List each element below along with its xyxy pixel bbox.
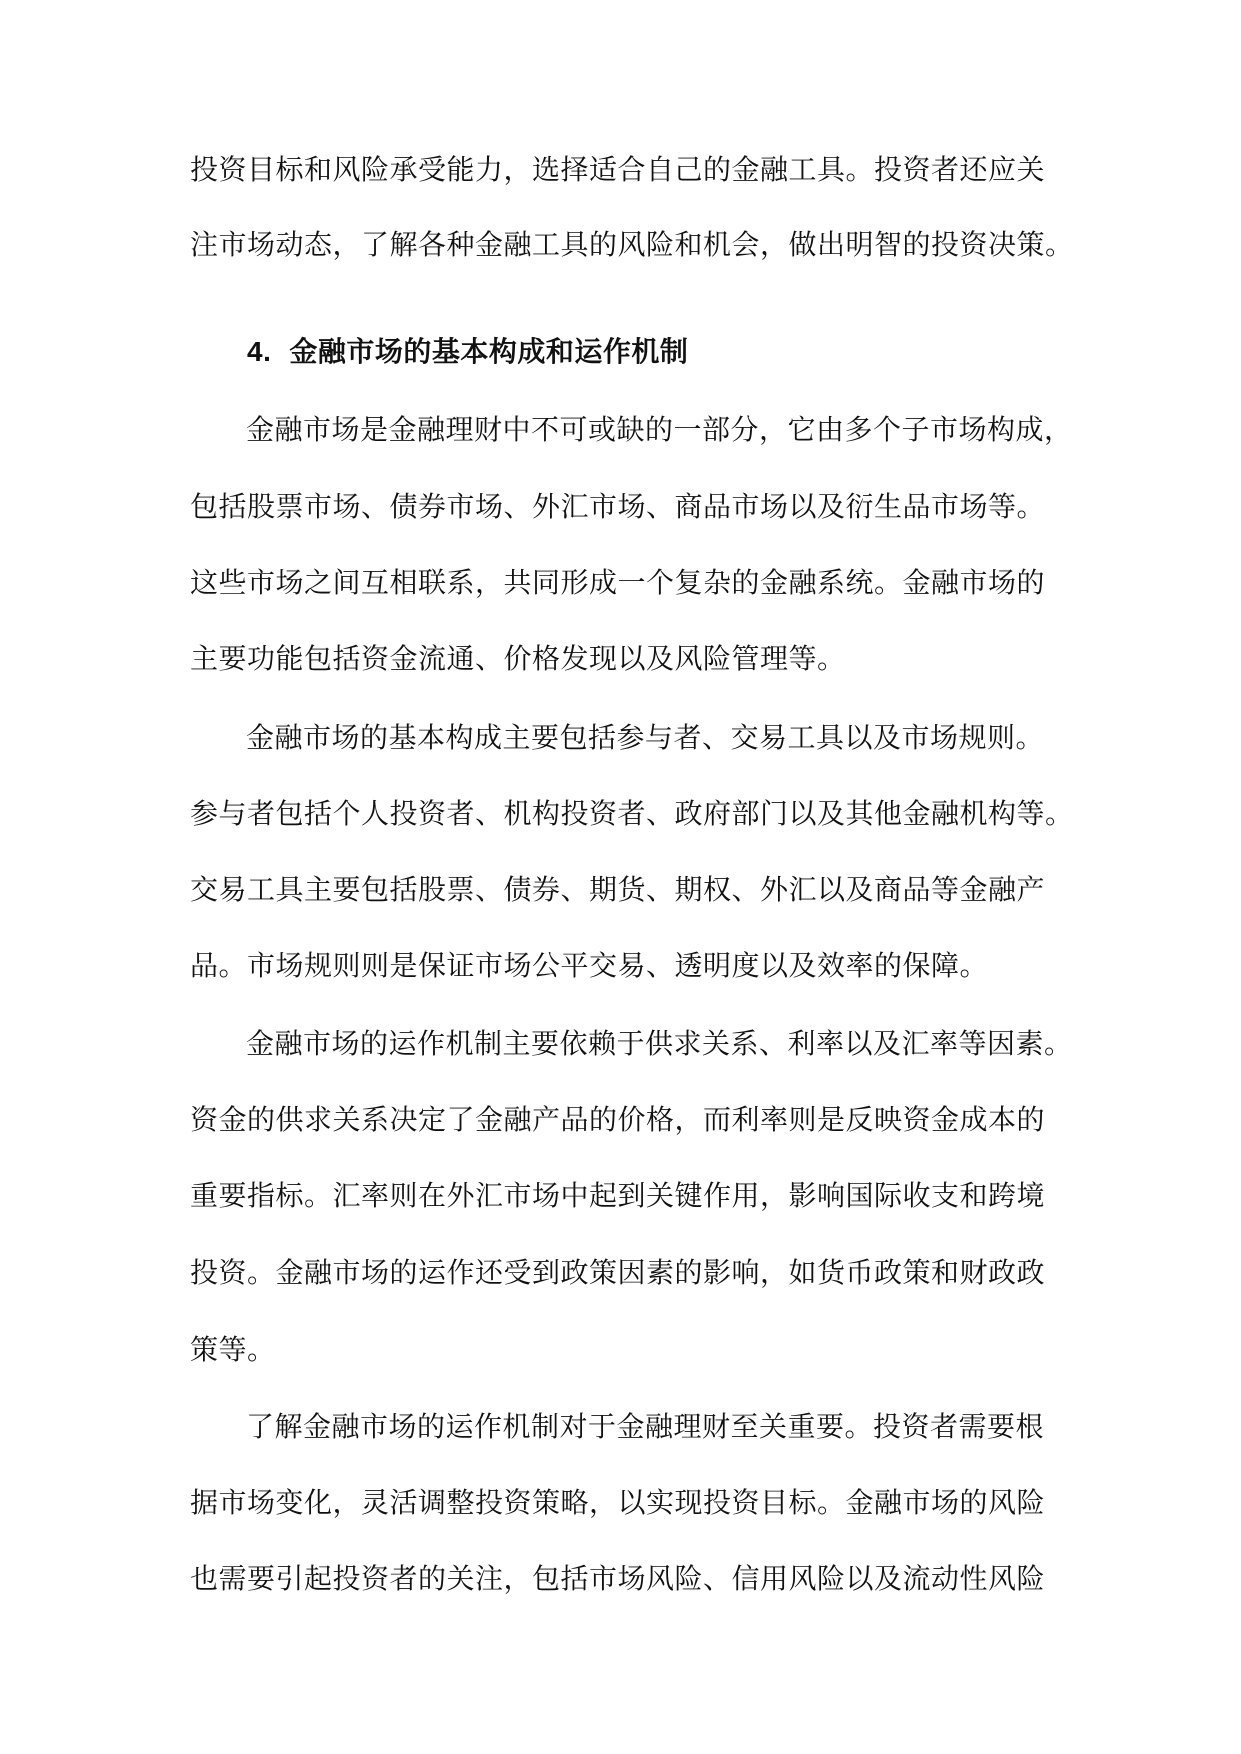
- section-title: 金融市场的基本构成和运作机制: [289, 335, 689, 368]
- text-line: 金融市场的基本构成主要包括参与者、交易工具以及市场规则。: [246, 721, 1045, 754]
- text-line: 包括股票市场、债券市场、外汇市场、商品市场以及衍生品市场等。: [190, 490, 1046, 523]
- text-line: 主要功能包括资金流通、价格发现以及风险管理等。: [190, 642, 846, 675]
- text-line: 投资目标和风险承受能力，选择适合自己的金融工具。投资者还应关: [190, 153, 1046, 186]
- text-line: 参与者包括个人投资者、机构投资者、政府部门以及其他金融机构等。: [190, 797, 1074, 830]
- text-line: 据市场变化，灵活调整投资策略，以实现投资目标。金融市场的风险: [190, 1486, 1046, 1519]
- text-line: 了解金融市场的运作机制对于金融理财至关重要。投资者需要根: [246, 1410, 1045, 1443]
- text-line: 也需要引起投资者的关注，包括市场风险、信用风险以及流动性风险: [190, 1562, 1046, 1595]
- text-line: 金融市场是金融理财中不可或缺的一部分，它由多个子市场构成，: [246, 413, 1073, 446]
- text-line: 品。市场规则则是保证市场公平交易、透明度以及效率的保障。: [190, 949, 989, 982]
- text-line: 交易工具主要包括股票、债券、期货、期权、外汇以及商品等金融产: [190, 873, 1046, 906]
- section-heading: [247, 332, 688, 372]
- text-line: 策等。: [190, 1333, 276, 1366]
- text-line: 资金的供求关系决定了金融产品的价格，而利率则是反映资金成本的: [190, 1103, 1046, 1136]
- text-line: 金融市场的运作机制主要依赖于供求关系、利率以及汇率等因素。: [246, 1027, 1073, 1060]
- text-line: 注市场动态，了解各种金融工具的风险和机会，做出明智的投资决策。: [190, 228, 1074, 261]
- text-line: 这些市场之间互相联系，共同形成一个复杂的金融系统。金融市场的: [190, 566, 1046, 599]
- section-number: 4.: [247, 336, 272, 367]
- text-line: 投资。金融市场的运作还受到政策因素的影响，如货币政策和财政政: [190, 1256, 1046, 1289]
- text-line: 重要指标。汇率则在外汇市场中起到关键作用，影响国际收支和跨境: [190, 1179, 1046, 1212]
